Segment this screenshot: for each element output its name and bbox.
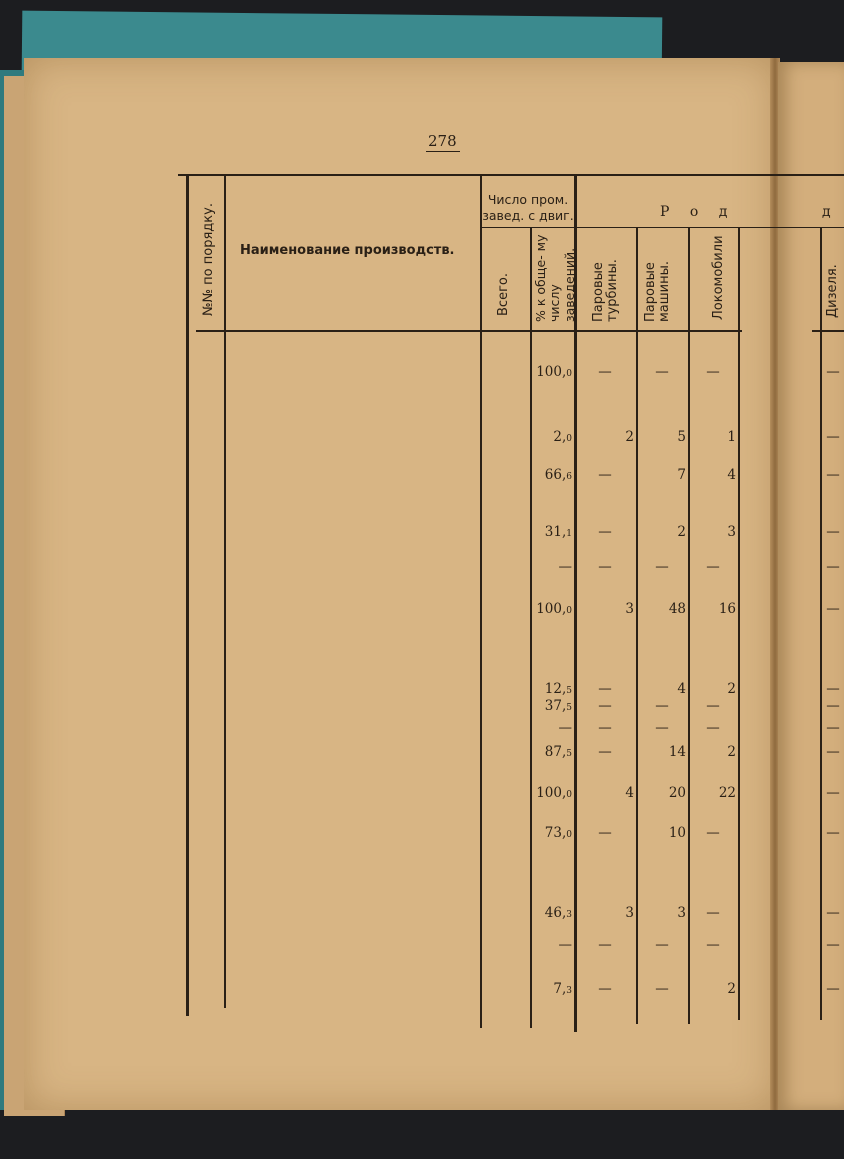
- header-total: Всего.: [496, 273, 511, 316]
- row-engines: 2: [677, 524, 686, 540]
- row-turbines: —: [598, 467, 612, 483]
- row-turbines: —: [598, 937, 612, 953]
- row-locomobiles: —: [706, 905, 720, 921]
- row-locomobiles: —: [706, 720, 720, 736]
- row-turbines: —: [598, 744, 612, 760]
- row-percent: [532, 561, 572, 575]
- header-locomobiles: Локомобили: [711, 235, 726, 320]
- row-percent-dec: 5: [566, 686, 572, 696]
- row-locomobiles: 16: [718, 601, 736, 617]
- eng-col-rule: [688, 228, 690, 1024]
- row-percent-int: 100,: [536, 601, 567, 617]
- row-percent-int: 66,: [544, 467, 567, 483]
- header-bottom-rule: [196, 330, 742, 332]
- header-type-group-right: д: [822, 204, 831, 220]
- row-percent-int: —: [558, 937, 572, 953]
- row-engines: —: [655, 698, 669, 714]
- row-percent-int: —: [558, 559, 572, 575]
- row-percent: [532, 787, 572, 801]
- row-percent-int: 37,: [544, 698, 567, 714]
- row-locomobiles: 2: [727, 681, 736, 697]
- header-name: Наименование производств.: [240, 243, 455, 258]
- row-diesel: —: [826, 601, 840, 617]
- row-locomobiles: 2: [727, 744, 736, 760]
- row-turbines: —: [598, 681, 612, 697]
- header-pct: % к обще- му числу заведений.: [533, 234, 577, 322]
- row-locomobiles: —: [706, 364, 720, 380]
- row-engines: —: [655, 937, 669, 953]
- page-number-rule: [426, 151, 460, 152]
- row-percent: [532, 603, 572, 617]
- row-percent: [532, 366, 572, 380]
- row-percent-dec: 0: [566, 830, 572, 840]
- row-percent: [532, 907, 572, 921]
- row-engines: 4: [677, 681, 686, 697]
- row-percent: [532, 700, 572, 714]
- row-locomobiles: —: [706, 559, 720, 575]
- row-engines: —: [655, 559, 669, 575]
- row-percent-int: 31,: [544, 524, 567, 540]
- row-percent-dec: 0: [566, 606, 572, 616]
- name-col-rule: [480, 176, 482, 1028]
- header-engines: Паровые машины.: [643, 260, 673, 322]
- row-engines: 7: [677, 467, 686, 483]
- header-bottom-rule-right: [812, 330, 844, 332]
- row-percent-int: 100,: [536, 364, 567, 380]
- row-percent-int: —: [558, 720, 572, 736]
- no-col-rule: [224, 176, 226, 1008]
- row-percent: [532, 431, 572, 445]
- page-number: 278: [428, 132, 457, 150]
- row-engines: 3: [677, 905, 686, 921]
- group-rule: [482, 227, 844, 228]
- row-diesel: —: [826, 744, 840, 760]
- row-locomobiles: —: [706, 937, 720, 953]
- row-turbines: —: [598, 698, 612, 714]
- row-percent: [532, 827, 572, 841]
- row-engines: 10: [668, 825, 686, 841]
- row-locomobiles: 22: [718, 785, 736, 801]
- row-locomobiles: —: [706, 698, 720, 714]
- row-locomobiles: 2: [727, 981, 736, 997]
- row-percent-dec: 6: [566, 472, 572, 482]
- row-percent-dec: 3: [566, 986, 572, 996]
- row-diesel: —: [826, 467, 840, 483]
- header-diesel: Дизеля.: [825, 264, 840, 318]
- row-percent: [532, 526, 572, 540]
- row-locomobiles: —: [706, 825, 720, 841]
- row-engines: 48: [668, 601, 686, 617]
- diesel-col-rule: [820, 228, 822, 1020]
- table-top-rule: [178, 174, 844, 176]
- header-no: №№ по порядку.: [201, 203, 216, 316]
- row-turbines: 3: [625, 601, 634, 617]
- table-left-rule: [186, 176, 189, 1016]
- row-diesel: —: [826, 905, 840, 921]
- row-percent: [532, 469, 572, 483]
- row-percent-int: 73,: [544, 825, 567, 841]
- row-turbines: —: [598, 825, 612, 841]
- row-diesel: —: [826, 429, 840, 445]
- row-percent-dec: 1: [566, 529, 572, 539]
- header-count-group: Число пром. завед. с двиг.: [482, 192, 574, 223]
- row-locomobiles: 4: [727, 467, 736, 483]
- row-diesel: —: [826, 524, 840, 540]
- row-engines: 5: [677, 429, 686, 445]
- row-turbines: —: [598, 981, 612, 997]
- row-diesel: —: [826, 559, 840, 575]
- row-diesel: —: [826, 720, 840, 736]
- row-turbines: 4: [625, 785, 634, 801]
- row-diesel: —: [826, 681, 840, 697]
- row-diesel: —: [826, 785, 840, 801]
- row-engines: 14: [668, 744, 686, 760]
- row-percent-int: 87,: [544, 744, 567, 760]
- loco-col-rule: [738, 228, 740, 1020]
- row-engines: —: [655, 981, 669, 997]
- row-percent-dec: 0: [566, 790, 572, 800]
- row-diesel: —: [826, 364, 840, 380]
- row-turbines: —: [598, 364, 612, 380]
- row-diesel: —: [826, 698, 840, 714]
- row-percent-int: 46,: [544, 905, 567, 921]
- row-turbines: 2: [625, 429, 634, 445]
- row-turbines: —: [598, 524, 612, 540]
- row-percent-dec: 5: [566, 703, 572, 713]
- row-percent: [532, 722, 572, 736]
- row-engines: —: [655, 364, 669, 380]
- row-percent: [532, 746, 572, 760]
- header-type-group: Р о д: [660, 204, 736, 220]
- row-percent-int: 12,: [544, 681, 567, 697]
- header-turbines: Паровые турбины.: [591, 259, 621, 322]
- row-percent-dec: 0: [566, 369, 572, 379]
- row-turbines: 3: [625, 905, 634, 921]
- row-engines: —: [655, 720, 669, 736]
- row-diesel: —: [826, 937, 840, 953]
- row-percent: [532, 683, 572, 697]
- row-locomobiles: 1: [727, 429, 736, 445]
- row-percent-int: 2,: [553, 429, 567, 445]
- turb-col-rule: [636, 228, 638, 1024]
- row-locomobiles: 3: [727, 524, 736, 540]
- row-percent: [532, 983, 572, 997]
- row-turbines: —: [598, 720, 612, 736]
- row-percent-dec: 0: [566, 434, 572, 444]
- row-diesel: —: [826, 825, 840, 841]
- row-percent-dec: 5: [566, 749, 572, 759]
- row-percent: [532, 939, 572, 953]
- row-percent-dec: 3: [566, 910, 572, 920]
- row-engines: 20: [668, 785, 686, 801]
- row-diesel: —: [826, 981, 840, 997]
- row-percent-int: 7,: [553, 981, 567, 997]
- row-turbines: —: [598, 559, 612, 575]
- row-percent-int: 100,: [536, 785, 567, 801]
